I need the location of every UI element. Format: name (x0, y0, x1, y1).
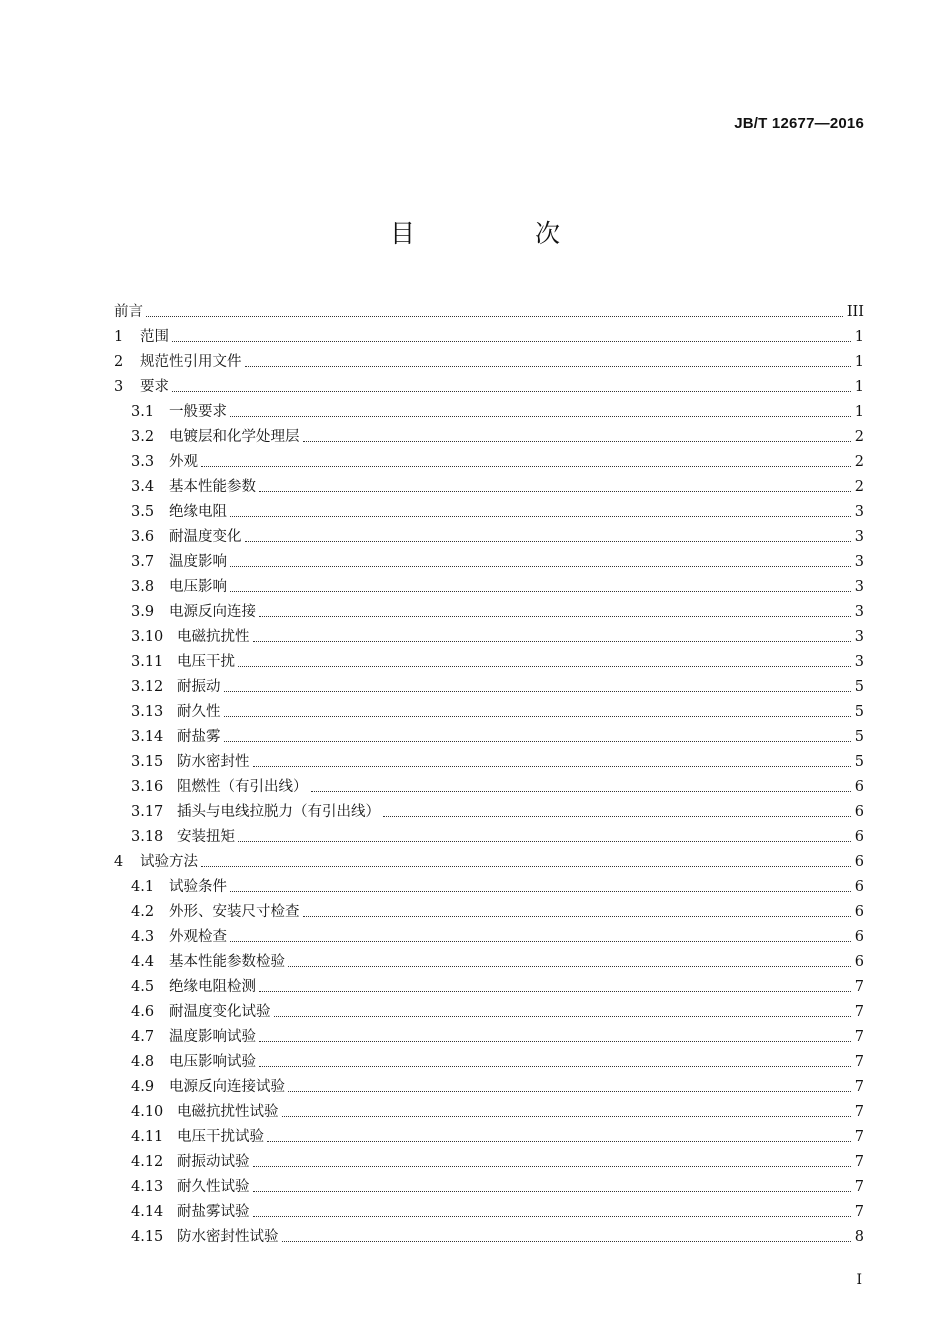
toc-entry[interactable] (114, 1071, 864, 1096)
toc-entry-number: 4.8 (131, 1054, 155, 1070)
toc-entry-page: 7 (854, 1079, 864, 1095)
toc-dot-leader (238, 841, 851, 842)
toc-dot-leader (146, 316, 843, 317)
toc-entry-number: 3.5 (131, 504, 155, 520)
toc-dot-leader (267, 1141, 851, 1142)
toc-entry-page: 6 (854, 779, 864, 795)
toc-dot-leader (230, 891, 851, 892)
toc-entry[interactable] (114, 946, 864, 971)
toc-entry-number: 4.11 (131, 1129, 164, 1145)
toc-dot-leader (253, 1166, 851, 1167)
toc-entry-page: 7 (854, 1054, 864, 1070)
toc-entry-page: 5 (854, 754, 864, 770)
toc-entry-page: 2 (854, 429, 864, 445)
toc-entry[interactable] (114, 296, 864, 321)
toc-entry-page: 3 (854, 554, 864, 570)
toc-entry-page: 3 (854, 604, 864, 620)
table-of-contents (114, 296, 864, 1246)
toc-entry[interactable] (114, 371, 864, 396)
toc-entry[interactable] (114, 1021, 864, 1046)
toc-dot-leader (245, 366, 851, 367)
toc-entry-page: 7 (854, 1129, 864, 1145)
toc-entry-number: 4.5 (131, 979, 155, 995)
toc-entry-number: 2 (114, 354, 124, 370)
toc-dot-leader (288, 1091, 851, 1092)
toc-entry[interactable] (114, 321, 864, 346)
toc-dot-leader (282, 1116, 851, 1117)
toc-entry-page: 3 (854, 504, 864, 520)
toc-entry[interactable] (114, 571, 864, 596)
toc-entry-page: 3 (854, 579, 864, 595)
toc-dot-leader (253, 766, 851, 767)
toc-entry-number: 4.3 (131, 929, 155, 945)
toc-entry-label: 外观 (169, 454, 198, 470)
toc-entry-number: 4.4 (131, 954, 155, 970)
toc-entry-page: 7 (854, 1004, 864, 1020)
toc-entry-label: 基本性能参数 (169, 479, 256, 495)
toc-entry-page: 7 (854, 1154, 864, 1170)
toc-entry[interactable] (114, 871, 864, 896)
toc-entry[interactable] (114, 396, 864, 421)
toc-entry-label: 电磁抗扰性 (177, 629, 250, 645)
toc-entry-page: 6 (854, 804, 864, 820)
toc-entry-label: 绝缘电阻检测 (169, 979, 256, 995)
toc-entry-page: 6 (854, 879, 864, 895)
toc-entry[interactable] (114, 421, 864, 446)
toc-entry[interactable] (114, 1046, 864, 1071)
toc-entry-page: 7 (854, 1029, 864, 1045)
toc-entry-page: 2 (854, 479, 864, 495)
toc-dot-leader (230, 591, 851, 592)
toc-entry-label: 耐振动 (177, 679, 221, 695)
toc-entry-label: 温度影响试验 (169, 1029, 256, 1045)
toc-dot-leader (259, 991, 851, 992)
toc-dot-leader (311, 791, 851, 792)
toc-entry-label: 外形、安装尺寸检查 (169, 904, 300, 920)
toc-entry[interactable] (114, 346, 864, 371)
toc-entry-number: 3.6 (131, 529, 155, 545)
toc-entry-label: 耐久性试验 (177, 1179, 250, 1195)
toc-entry-page: 6 (854, 904, 864, 920)
toc-entry-label: 电压影响 (169, 579, 227, 595)
toc-entry-page: 6 (854, 829, 864, 845)
toc-entry[interactable] (114, 546, 864, 571)
toc-entry-label: 规范性引用文件 (140, 354, 242, 370)
toc-dot-leader (259, 616, 851, 617)
toc-entry[interactable] (114, 671, 864, 696)
toc-entry[interactable] (114, 996, 864, 1021)
toc-entry-label: 温度影响 (169, 554, 227, 570)
toc-entry-label: 范围 (140, 329, 169, 345)
toc-entry-number: 4.10 (131, 1104, 164, 1120)
toc-entry-label: 电源反向连接 (169, 604, 256, 620)
toc-entry-label: 防水密封性 (177, 754, 250, 770)
page-number: I (856, 1272, 862, 1288)
toc-entry-label: 前言 (114, 304, 143, 320)
toc-entry-page: 1 (854, 354, 864, 370)
toc-dot-leader (201, 466, 851, 467)
toc-dot-leader (282, 1241, 851, 1242)
toc-entry-page: 3 (854, 529, 864, 545)
toc-entry-page: 7 (854, 1204, 864, 1220)
toc-dot-leader (303, 441, 851, 442)
toc-entry-page: 6 (854, 954, 864, 970)
toc-entry-number: 3.15 (131, 754, 164, 770)
toc-entry-label: 电压影响试验 (169, 1054, 256, 1070)
toc-entry-label: 耐久性 (177, 704, 221, 720)
toc-entry[interactable] (114, 646, 864, 671)
toc-entry-number: 4.2 (131, 904, 155, 920)
toc-entry-label: 耐盐雾 (177, 729, 221, 745)
toc-entry-number: 3.12 (131, 679, 164, 695)
toc-entry-page: 1 (854, 329, 864, 345)
toc-dot-leader (245, 541, 851, 542)
toc-entry-page: 7 (854, 1179, 864, 1195)
toc-entry-page: 3 (854, 629, 864, 645)
toc-entry-label: 电压干扰 (177, 654, 235, 670)
toc-entry-number: 4.12 (131, 1154, 164, 1170)
toc-dot-leader (253, 1216, 851, 1217)
toc-entry-label: 插头与电线拉脱力（有引出线） (177, 804, 380, 820)
toc-entry-page: 3 (854, 654, 864, 670)
toc-entry[interactable] (114, 771, 864, 796)
toc-dot-leader (230, 516, 851, 517)
toc-dot-leader (253, 1191, 851, 1192)
toc-dot-leader (230, 566, 851, 567)
toc-dot-leader (274, 1016, 851, 1017)
toc-dot-leader (172, 391, 851, 392)
toc-entry-number: 3.7 (131, 554, 155, 570)
toc-dot-leader (230, 941, 851, 942)
toc-entry[interactable] (114, 596, 864, 621)
toc-dot-leader (201, 866, 851, 867)
toc-entry-number: 3.2 (131, 429, 155, 445)
toc-dot-leader (303, 916, 851, 917)
toc-entry[interactable] (114, 846, 864, 871)
toc-entry-label: 试验方法 (140, 854, 198, 870)
toc-entry[interactable] (114, 1221, 864, 1246)
toc-entry-label: 防水密封性试验 (177, 1229, 279, 1245)
toc-dot-leader (259, 1041, 851, 1042)
toc-entry-label: 要求 (140, 379, 169, 395)
toc-entry-page: 7 (854, 1104, 864, 1120)
toc-entry-label: 耐温度变化试验 (169, 1004, 271, 1020)
standard-code: JB/T 12677—2016 (734, 115, 864, 132)
toc-entry-label: 绝缘电阻 (169, 504, 227, 520)
toc-entry-page: 1 (854, 379, 864, 395)
toc-entry-number: 4.7 (131, 1029, 155, 1045)
toc-entry-label: 电磁抗扰性试验 (177, 1104, 279, 1120)
toc-entry-number: 4.6 (131, 1004, 155, 1020)
toc-entry[interactable] (114, 821, 864, 846)
toc-entry-label: 耐振动试验 (177, 1154, 250, 1170)
toc-dot-leader (288, 966, 851, 967)
toc-dot-leader (253, 641, 851, 642)
toc-entry[interactable] (114, 446, 864, 471)
toc-entry-page: 8 (854, 1229, 864, 1245)
toc-entry-number: 3.17 (131, 804, 164, 820)
toc-entry[interactable] (114, 496, 864, 521)
toc-entry-label: 试验条件 (169, 879, 227, 895)
toc-entry[interactable] (114, 471, 864, 496)
toc-entry-number: 3.4 (131, 479, 155, 495)
toc-entry[interactable] (114, 1196, 864, 1221)
toc-entry-page: 6 (854, 854, 864, 870)
toc-entry[interactable] (114, 621, 864, 646)
toc-entry-number: 3.8 (131, 579, 155, 595)
toc-entry-page: 1 (854, 404, 864, 420)
toc-entry-label: 电压干扰试验 (177, 1129, 264, 1145)
toc-entry-number: 3.18 (131, 829, 164, 845)
toc-entry-number: 4.13 (131, 1179, 164, 1195)
toc-dot-leader (383, 816, 851, 817)
toc-entry[interactable] (114, 796, 864, 821)
toc-entry[interactable] (114, 1146, 864, 1171)
toc-entry-label: 基本性能参数检验 (169, 954, 285, 970)
toc-dot-leader (238, 666, 851, 667)
toc-entry-label: 一般要求 (169, 404, 227, 420)
toc-entry-page: 5 (854, 729, 864, 745)
toc-entry[interactable] (114, 896, 864, 921)
toc-entry-number: 3.3 (131, 454, 155, 470)
toc-entry-label: 外观检查 (169, 929, 227, 945)
toc-dot-leader (259, 1066, 851, 1067)
toc-entry-page: III (846, 304, 864, 320)
toc-dot-leader (172, 341, 851, 342)
toc-entry-label: 耐盐雾试验 (177, 1204, 250, 1220)
toc-entry-number: 3.10 (131, 629, 164, 645)
toc-entry[interactable] (114, 971, 864, 996)
toc-dot-leader (224, 691, 851, 692)
toc-entry-number: 3.9 (131, 604, 155, 620)
toc-entry-number: 3.14 (131, 729, 164, 745)
toc-entry[interactable] (114, 1121, 864, 1146)
toc-entry-number: 4.1 (131, 879, 155, 895)
toc-entry-number: 3.1 (131, 404, 155, 420)
toc-entry-number: 4.9 (131, 1079, 155, 1095)
toc-entry[interactable] (114, 521, 864, 546)
toc-entry-label: 阻燃性（有引出线） (177, 779, 308, 795)
page-title: 目 次 (390, 219, 616, 248)
toc-entry-page: 5 (854, 704, 864, 720)
toc-entry-label: 安装扭矩 (177, 829, 235, 845)
toc-entry-label: 电源反向连接试验 (169, 1079, 285, 1095)
toc-entry-number: 3 (114, 379, 124, 395)
toc-entry[interactable] (114, 696, 864, 721)
toc-entry-number: 3.13 (131, 704, 164, 720)
toc-entry[interactable] (114, 921, 864, 946)
toc-entry-number: 4.14 (131, 1204, 164, 1220)
toc-entry[interactable] (114, 721, 864, 746)
toc-entry-page: 7 (854, 979, 864, 995)
toc-dot-leader (224, 716, 851, 717)
toc-entry-page: 6 (854, 929, 864, 945)
toc-entry-number: 3.11 (131, 654, 164, 670)
toc-entry[interactable] (114, 746, 864, 771)
toc-entry-number: 3.16 (131, 779, 164, 795)
toc-entry-page: 2 (854, 454, 864, 470)
toc-dot-leader (259, 491, 851, 492)
toc-entry-page: 5 (854, 679, 864, 695)
toc-entry-number: 4 (114, 854, 124, 870)
toc-entry-number: 4.15 (131, 1229, 164, 1245)
toc-entry[interactable] (114, 1096, 864, 1121)
toc-entry-label: 耐温度变化 (169, 529, 242, 545)
toc-entry-label: 电镀层和化学处理层 (169, 429, 300, 445)
toc-entry-number: 1 (114, 329, 124, 345)
toc-dot-leader (224, 741, 851, 742)
toc-entry[interactable] (114, 1171, 864, 1196)
toc-dot-leader (230, 416, 851, 417)
